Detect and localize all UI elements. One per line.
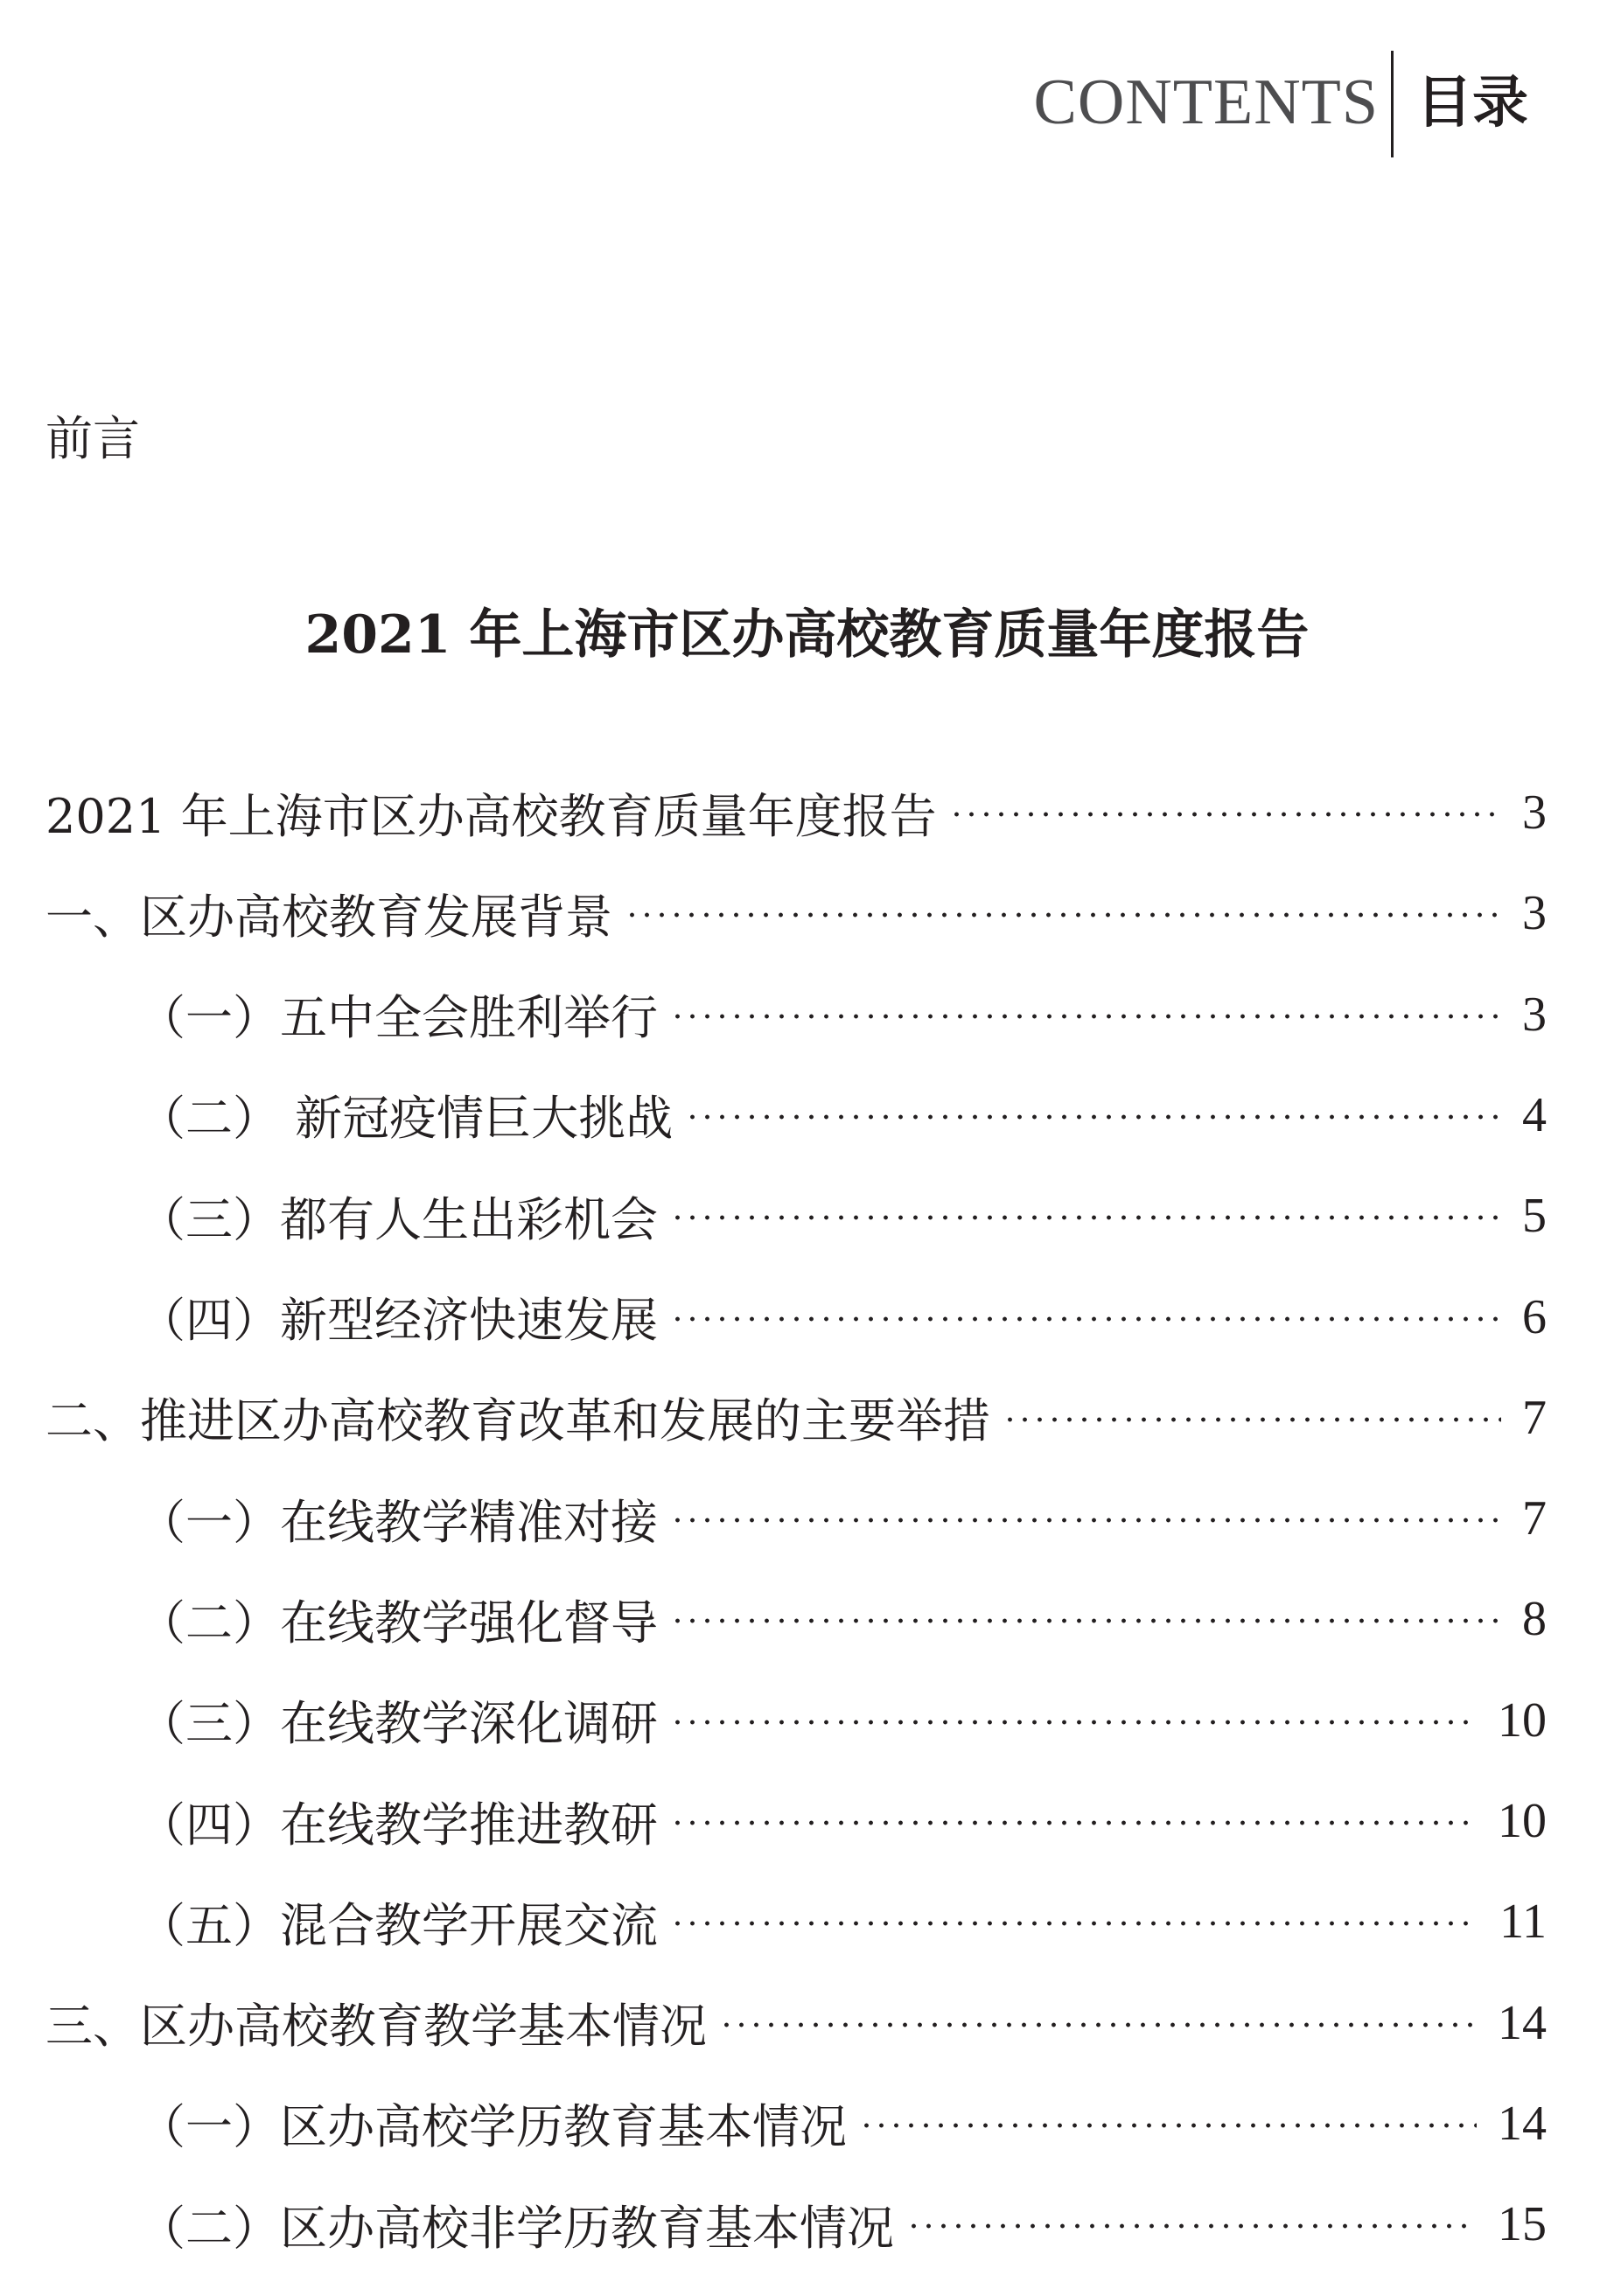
preface-heading: 前言 (45, 411, 140, 466)
contents-english-title: CONTENTS (1033, 66, 1379, 138)
toc-entry[interactable] (138, 1588, 1547, 1650)
dot-leader (670, 1818, 1477, 1827)
dot-leader (670, 1718, 1477, 1727)
toc-entry[interactable] (138, 1487, 1547, 1550)
toc-entry[interactable] (138, 1286, 1547, 1349)
dot-leader (719, 2020, 1477, 2029)
toc-entry-label: （一）区办高校学历教育基本情况 (138, 2099, 847, 2155)
dot-leader (670, 1516, 1501, 1525)
toc-entry[interactable] (138, 1184, 1547, 1247)
toc-entry-label: （五）混合教学开展交流 (138, 1897, 658, 1953)
contents-header (1034, 51, 1528, 157)
toc-entry-page-number: 4 (1522, 1087, 1547, 1142)
toc-entry-page-number: 10 (1498, 1692, 1547, 1748)
dot-leader (685, 1113, 1501, 1121)
dot-leader (670, 1213, 1501, 1222)
toc-entry-page-number: 7 (1522, 1491, 1547, 1546)
toc-entry-label: （二）区办高校非学历教育基本情况 (138, 2200, 894, 2256)
toc-entry[interactable] (138, 2092, 1547, 2155)
toc-entry[interactable] (45, 1992, 1547, 2055)
dot-leader (625, 911, 1501, 919)
toc-entry[interactable] (138, 1890, 1547, 1953)
toc-entry-label: （三）在线教学深化调研 (138, 1696, 658, 1752)
toc-entry-page-number: 14 (1498, 1995, 1547, 2050)
toc-entry-label: （四）在线教学推进教研 (138, 1797, 658, 1853)
toc-entry-label: （一）在线教学精准对接 (138, 1494, 658, 1550)
toc-entry-page-number: 7 (1522, 1390, 1547, 1445)
toc-entry-page-number: 10 (1498, 1794, 1547, 1848)
toc-entry-label: （四）新型经济快速发展 (138, 1293, 658, 1348)
toc-entry-page-number: 3 (1522, 987, 1547, 1042)
toc-entry-label: （一）五中全会胜利举行 (138, 990, 658, 1046)
dot-leader (949, 810, 1501, 819)
dot-leader (859, 2121, 1477, 2130)
toc-entry[interactable] (138, 1084, 1547, 1147)
toc-entry-label: 一、区办高校教育发展背景 (45, 889, 612, 945)
dot-leader (670, 1616, 1501, 1625)
toc-entry-label: 二、推进区办高校教育改革和发展的主要举措 (45, 1393, 990, 1449)
contents-chinese-title: 目录 (1416, 71, 1528, 136)
toc-entry-page-number: 3 (1522, 785, 1547, 840)
dot-leader (670, 1012, 1501, 1021)
toc-entry-page-number: 3 (1522, 886, 1547, 941)
toc-entry-label: （三）都有人生出彩机会 (138, 1191, 658, 1247)
toc-entry-label: 2021 年上海市区办高校教育质量年度报告 (45, 788, 937, 844)
dot-leader (1003, 1415, 1501, 1424)
toc-entry-label: （二） 新冠疫情巨大挑战 (138, 1091, 674, 1147)
toc-entry-page-number: 6 (1522, 1289, 1547, 1344)
toc-entry[interactable] (45, 781, 1547, 844)
dot-leader (906, 2222, 1477, 2230)
toc-entry-page-number: 15 (1498, 2197, 1547, 2252)
dot-leader (670, 1919, 1478, 1928)
toc-entry[interactable] (138, 1689, 1547, 1752)
toc-entry[interactable] (138, 1790, 1547, 1853)
toc-entry[interactable] (138, 2193, 1547, 2256)
toc-entry-page-number: 11 (1499, 1895, 1547, 1950)
toc-entry-page-number: 8 (1522, 1592, 1547, 1647)
toc-entry[interactable] (45, 1386, 1547, 1449)
report-title: 2021 年上海市区办高校教育质量年度报告 (304, 604, 1310, 666)
toc-entry[interactable] (138, 983, 1547, 1046)
toc-entry[interactable] (45, 882, 1547, 945)
toc-entry-label: （二）在线教学强化督导 (138, 1595, 658, 1650)
toc-entry-page-number: 5 (1522, 1189, 1547, 1244)
toc-entry-label: 三、区办高校教育教学基本情况 (45, 1999, 707, 2055)
dot-leader (670, 1315, 1501, 1323)
toc-entry-page-number: 14 (1498, 2096, 1547, 2151)
